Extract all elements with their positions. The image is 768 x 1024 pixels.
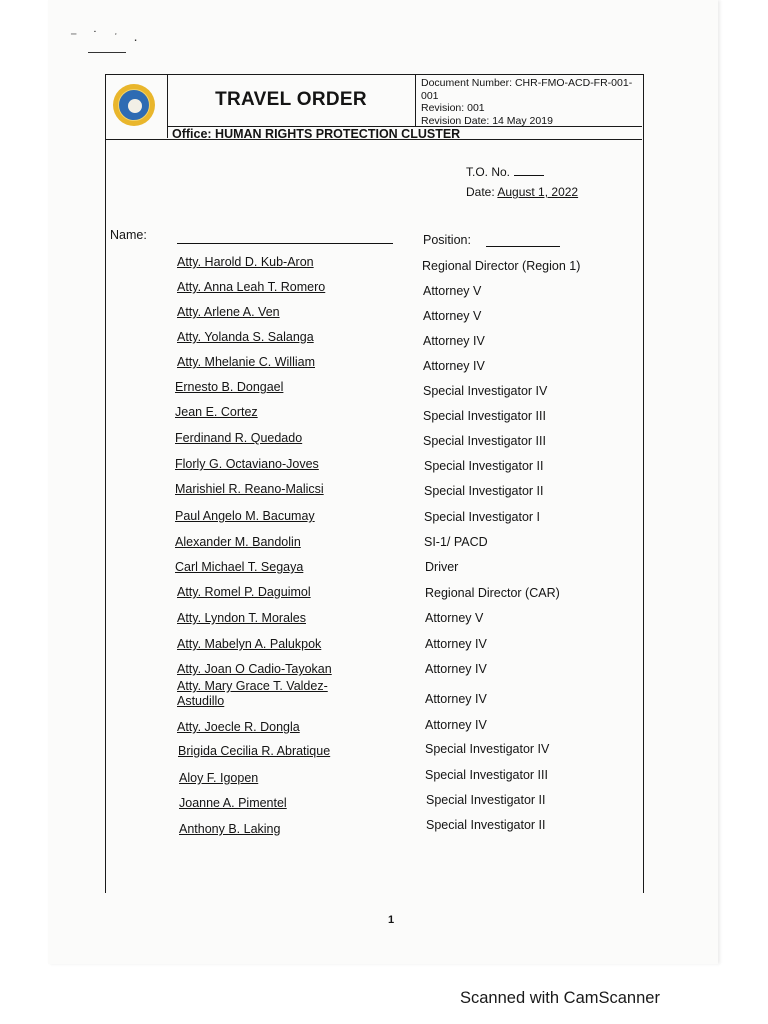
personnel-position: Special Investigator IV (423, 384, 548, 398)
personnel-name: Jean E. Cortez (175, 405, 258, 419)
camscanner-watermark: Scanned with CamScanner (460, 989, 660, 1007)
personnel-position: Special Investigator IV (425, 742, 550, 756)
personnel-position: Driver (425, 560, 459, 574)
revision: Revision: 001 (421, 102, 485, 114)
date-value: August 1, 2022 (497, 185, 579, 199)
name-underline (177, 243, 393, 244)
to-no-label: T.O. No. (466, 165, 511, 179)
personnel-name: Florly G. Octaviano-Joves (175, 457, 319, 471)
personnel-name: Atty. Anna Leah T. Romero (177, 280, 326, 294)
personnel-name: Brigida Cecilia R. Abratique (178, 744, 331, 758)
personnel-name: Atty. Joan O Cadio-Tayokan (177, 662, 332, 676)
personnel-position: Special Investigator II (426, 793, 546, 807)
personnel-position: Regional Director (CAR) (425, 586, 560, 600)
document-number: Document Number: CHR-FMO-ACD-FR-001-001 (421, 77, 633, 102)
personnel-name: Joanne A. Pimentel (179, 796, 287, 810)
handwritten-mark: ⁻ ˙ ˑ . (70, 28, 144, 44)
personnel-name: Atty. Mabelyn A. Palukpok (177, 637, 322, 651)
personnel-position: Attorney V (423, 309, 482, 323)
personnel-position: Attorney IV (425, 637, 487, 651)
personnel-name: Alexander M. Bandolin (175, 535, 301, 549)
personnel-name: Carl Michael T. Segaya (175, 560, 304, 574)
personnel-name: Atty. Romel P. Daguimol (177, 585, 311, 599)
personnel-name: Ferdinand R. Quedado (175, 431, 303, 445)
logo-cell (105, 74, 168, 138)
personnel-name: Ernesto B. Dongael (175, 380, 284, 394)
page-number: 1 (388, 914, 395, 926)
personnel-position: Attorney IV (423, 334, 485, 348)
personnel-name: Paul Angelo M. Bacumay (175, 509, 315, 523)
personnel-position: Special Investigator II (424, 459, 544, 473)
personnel-name: Aloy F. Igopen (179, 771, 259, 785)
to-no-blank (514, 175, 544, 176)
personnel-position: Attorney V (425, 611, 484, 625)
handwritten-underline (88, 52, 126, 53)
personnel-name: Atty. Arlene A. Ven (177, 305, 280, 319)
personnel-position: Special Investigator III (423, 409, 546, 423)
document-info (421, 77, 641, 127)
personnel-name: Atty. Harold D. Kub-Aron (177, 255, 314, 269)
personnel-name: Atty. Yolanda S. Salanga (177, 330, 314, 344)
position-underline (486, 246, 560, 247)
personnel-position: Attorney IV (425, 718, 487, 732)
personnel-name: Atty. Mhelanie C. William (177, 355, 315, 369)
personnel-position: Attorney IV (425, 662, 487, 676)
form-title: TRAVEL ORDER (215, 89, 367, 110)
order-date (466, 185, 578, 199)
personnel-position: Attorney IV (425, 692, 487, 706)
personnel-name: Anthony B. Laking (179, 822, 281, 836)
personnel-name: Marishiel R. Reano-Malicsi (175, 482, 324, 496)
date-label: Date: (466, 185, 495, 199)
personnel-position: Special Investigator III (425, 768, 548, 782)
name-label: Name: (110, 228, 147, 242)
title-cell (167, 74, 416, 126)
personnel-position: Regional Director (Region 1) (422, 259, 581, 273)
personnel-name-line1: Atty. Mary Grace T. Valdez- (177, 679, 328, 693)
personnel-position: Special Investigator II (424, 484, 544, 498)
personnel-name: Atty. Joecle R. Dongla (177, 720, 300, 734)
travel-order-number (466, 165, 544, 179)
position-label: Position: (423, 233, 471, 247)
chr-seal-logo (113, 84, 155, 126)
personnel-position: Special Investigator I (424, 510, 541, 524)
office-label: Office: HUMAN RIGHTS PROTECTION CLUSTER (172, 127, 461, 141)
personnel-position: SI-1/ PACD (424, 535, 488, 549)
personnel-position: Attorney V (423, 284, 482, 298)
personnel-name-line2: Astudillo (177, 694, 225, 708)
personnel-position: Attorney IV (423, 359, 485, 373)
personnel-position: Special Investigator II (426, 818, 546, 832)
personnel-name: Atty. Lyndon T. Morales (177, 611, 306, 625)
office-divider (105, 139, 642, 140)
personnel-position: Special Investigator III (423, 434, 546, 448)
revision-date: Revision Date: 14 May 2019 (421, 114, 553, 127)
personnel-name (177, 679, 328, 709)
